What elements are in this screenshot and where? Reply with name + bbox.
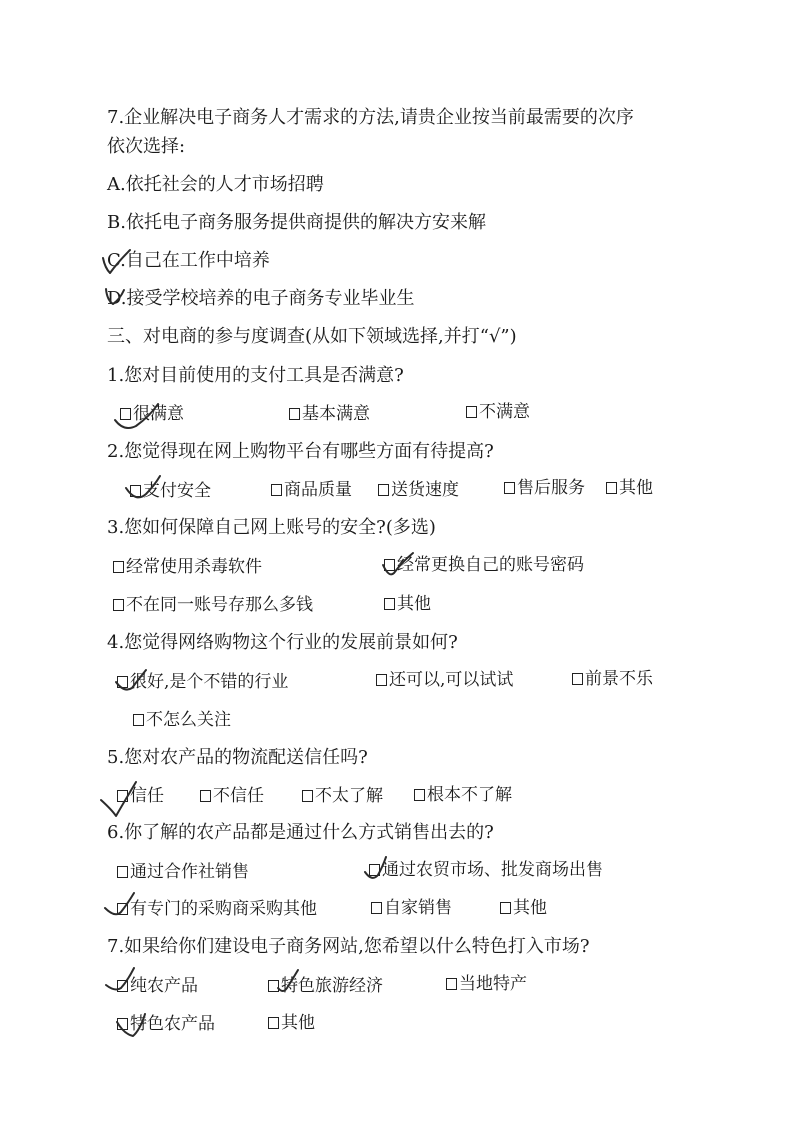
checkbox-icon — [268, 980, 279, 992]
s3-q7-option-4[interactable]: 特色农产品 — [117, 1013, 215, 1035]
q7-option-a: A.依托社会的人才市场招聘 — [107, 174, 324, 195]
checkbox-icon — [376, 674, 387, 686]
s3-question-1-title: 1.您对目前使用的支付工具是否满意? — [107, 365, 404, 386]
s3-q1-option-1[interactable]: 很满意 — [120, 403, 184, 425]
s3-q7-option-3[interactable]: 当地特产 — [446, 973, 527, 995]
s3-question-6-title: 6.你了解的农产品都是通过什么方式销售出去的? — [107, 822, 494, 843]
s3-q5-option-4[interactable]: 根本不了解 — [414, 784, 512, 806]
s3-q5-option-2[interactable]: 不信任 — [200, 785, 264, 807]
question-7-title-line2: 依次选择: — [107, 136, 186, 157]
q7-option-c: C.自己在工作中培养 — [107, 250, 270, 271]
checkbox-icon — [384, 559, 395, 571]
checkbox-icon — [113, 561, 124, 573]
s3-q6-option-4[interactable]: 自家销售 — [371, 897, 452, 919]
s3-q3-option-4[interactable]: 其他 — [384, 593, 431, 615]
checkbox-icon — [414, 789, 425, 801]
s3-q3-option-3[interactable]: 不在同一账号存那么多钱 — [113, 594, 313, 616]
checkbox-icon — [606, 482, 617, 494]
checkbox-icon — [384, 598, 395, 610]
s3-question-3-title: 3.您如何保障自己网上账号的安全?(多选) — [107, 517, 436, 538]
checkbox-icon — [500, 902, 511, 914]
s3-q6-option-5[interactable]: 其他 — [500, 897, 547, 919]
checkbox-icon — [504, 482, 515, 494]
checkbox-icon — [572, 673, 583, 685]
checkbox-icon — [271, 484, 282, 496]
s3-q2-option-4[interactable]: 售后服务 — [504, 477, 585, 499]
section-3-heading: 三、对电商的参与度调查(从如下领域选择,并打“√”) — [107, 326, 517, 347]
s3-question-2-title: 2.您觉得现在网上购物平台有哪些方面有待提高? — [107, 441, 494, 462]
s3-q4-option-1[interactable]: 很好,是个不错的行业 — [117, 671, 288, 693]
s3-q7-option-1[interactable]: 纯农产品 — [117, 975, 198, 997]
s3-q6-option-1[interactable]: 通过合作社销售 — [117, 861, 249, 883]
s3-q7-option-2[interactable]: 特色旅游经济 — [268, 975, 383, 997]
checkbox-icon — [378, 484, 389, 496]
checkbox-icon — [369, 864, 380, 876]
s3-q5-option-3[interactable]: 不太了解 — [302, 785, 383, 807]
checkbox-icon — [371, 902, 382, 914]
s3-q3-option-1[interactable]: 经常使用杀毒软件 — [113, 556, 262, 578]
checkbox-icon — [117, 866, 128, 878]
s3-q1-option-3[interactable]: 不满意 — [466, 401, 530, 423]
s3-q2-option-3[interactable]: 送货速度 — [378, 479, 459, 501]
checkbox-icon — [133, 714, 144, 726]
checkbox-icon — [117, 903, 128, 915]
s3-q1-option-2[interactable]: 基本满意 — [289, 403, 370, 425]
checkbox-icon — [117, 676, 128, 688]
checkbox-icon — [120, 408, 131, 420]
s3-q2-option-2[interactable]: 商品质量 — [271, 479, 352, 501]
checkbox-icon — [117, 790, 128, 802]
checkbox-icon — [113, 599, 124, 611]
checkbox-icon — [117, 980, 128, 992]
s3-q7-option-5[interactable]: 其他 — [268, 1012, 315, 1034]
checkbox-icon — [289, 408, 300, 420]
s3-q2-option-5[interactable]: 其他 — [606, 477, 653, 499]
s3-q5-option-1[interactable]: 信任 — [117, 785, 164, 807]
checkbox-icon — [117, 1018, 128, 1030]
s3-q3-option-2[interactable]: 经常更换自己的账号密码 — [384, 554, 584, 576]
checkbox-icon — [466, 406, 477, 418]
s3-q4-option-2[interactable]: 还可以,可以试试 — [376, 669, 513, 691]
s3-q6-option-3[interactable]: 有专门的采购商采购其他 — [117, 898, 317, 920]
s3-question-4-title: 4.您觉得网络购物这个行业的发展前景如何? — [107, 632, 458, 653]
checkbox-icon — [446, 978, 457, 990]
checkbox-icon — [268, 1017, 279, 1029]
s3-q4-option-3[interactable]: 前景不乐 — [572, 668, 653, 690]
s3-question-5-title: 5.您对农产品的物流配送信任吗? — [107, 747, 368, 768]
s3-q2-option-1[interactable]: 支付安全 — [130, 480, 211, 502]
q7-option-b: B.依托电子商务服务提供商提供的解决方安来解 — [107, 212, 486, 233]
checkbox-icon — [130, 485, 141, 497]
s3-q4-option-4[interactable]: 不怎么关注 — [133, 709, 231, 731]
s3-q6-option-2[interactable]: 通过农贸市场、批发商场出售 — [369, 859, 603, 881]
question-7-title-line1: 7.企业解决电子商务人才需求的方法,请贵企业按当前最需要的次序 — [107, 107, 634, 128]
s3-question-7-title: 7.如果给你们建设电子商务网站,您希望以什么特色打入市场? — [107, 936, 590, 957]
checkbox-icon — [200, 790, 211, 802]
checkbox-icon — [302, 790, 313, 802]
q7-option-d: D.接受学校培养的电子商务专业毕业生 — [107, 288, 415, 309]
